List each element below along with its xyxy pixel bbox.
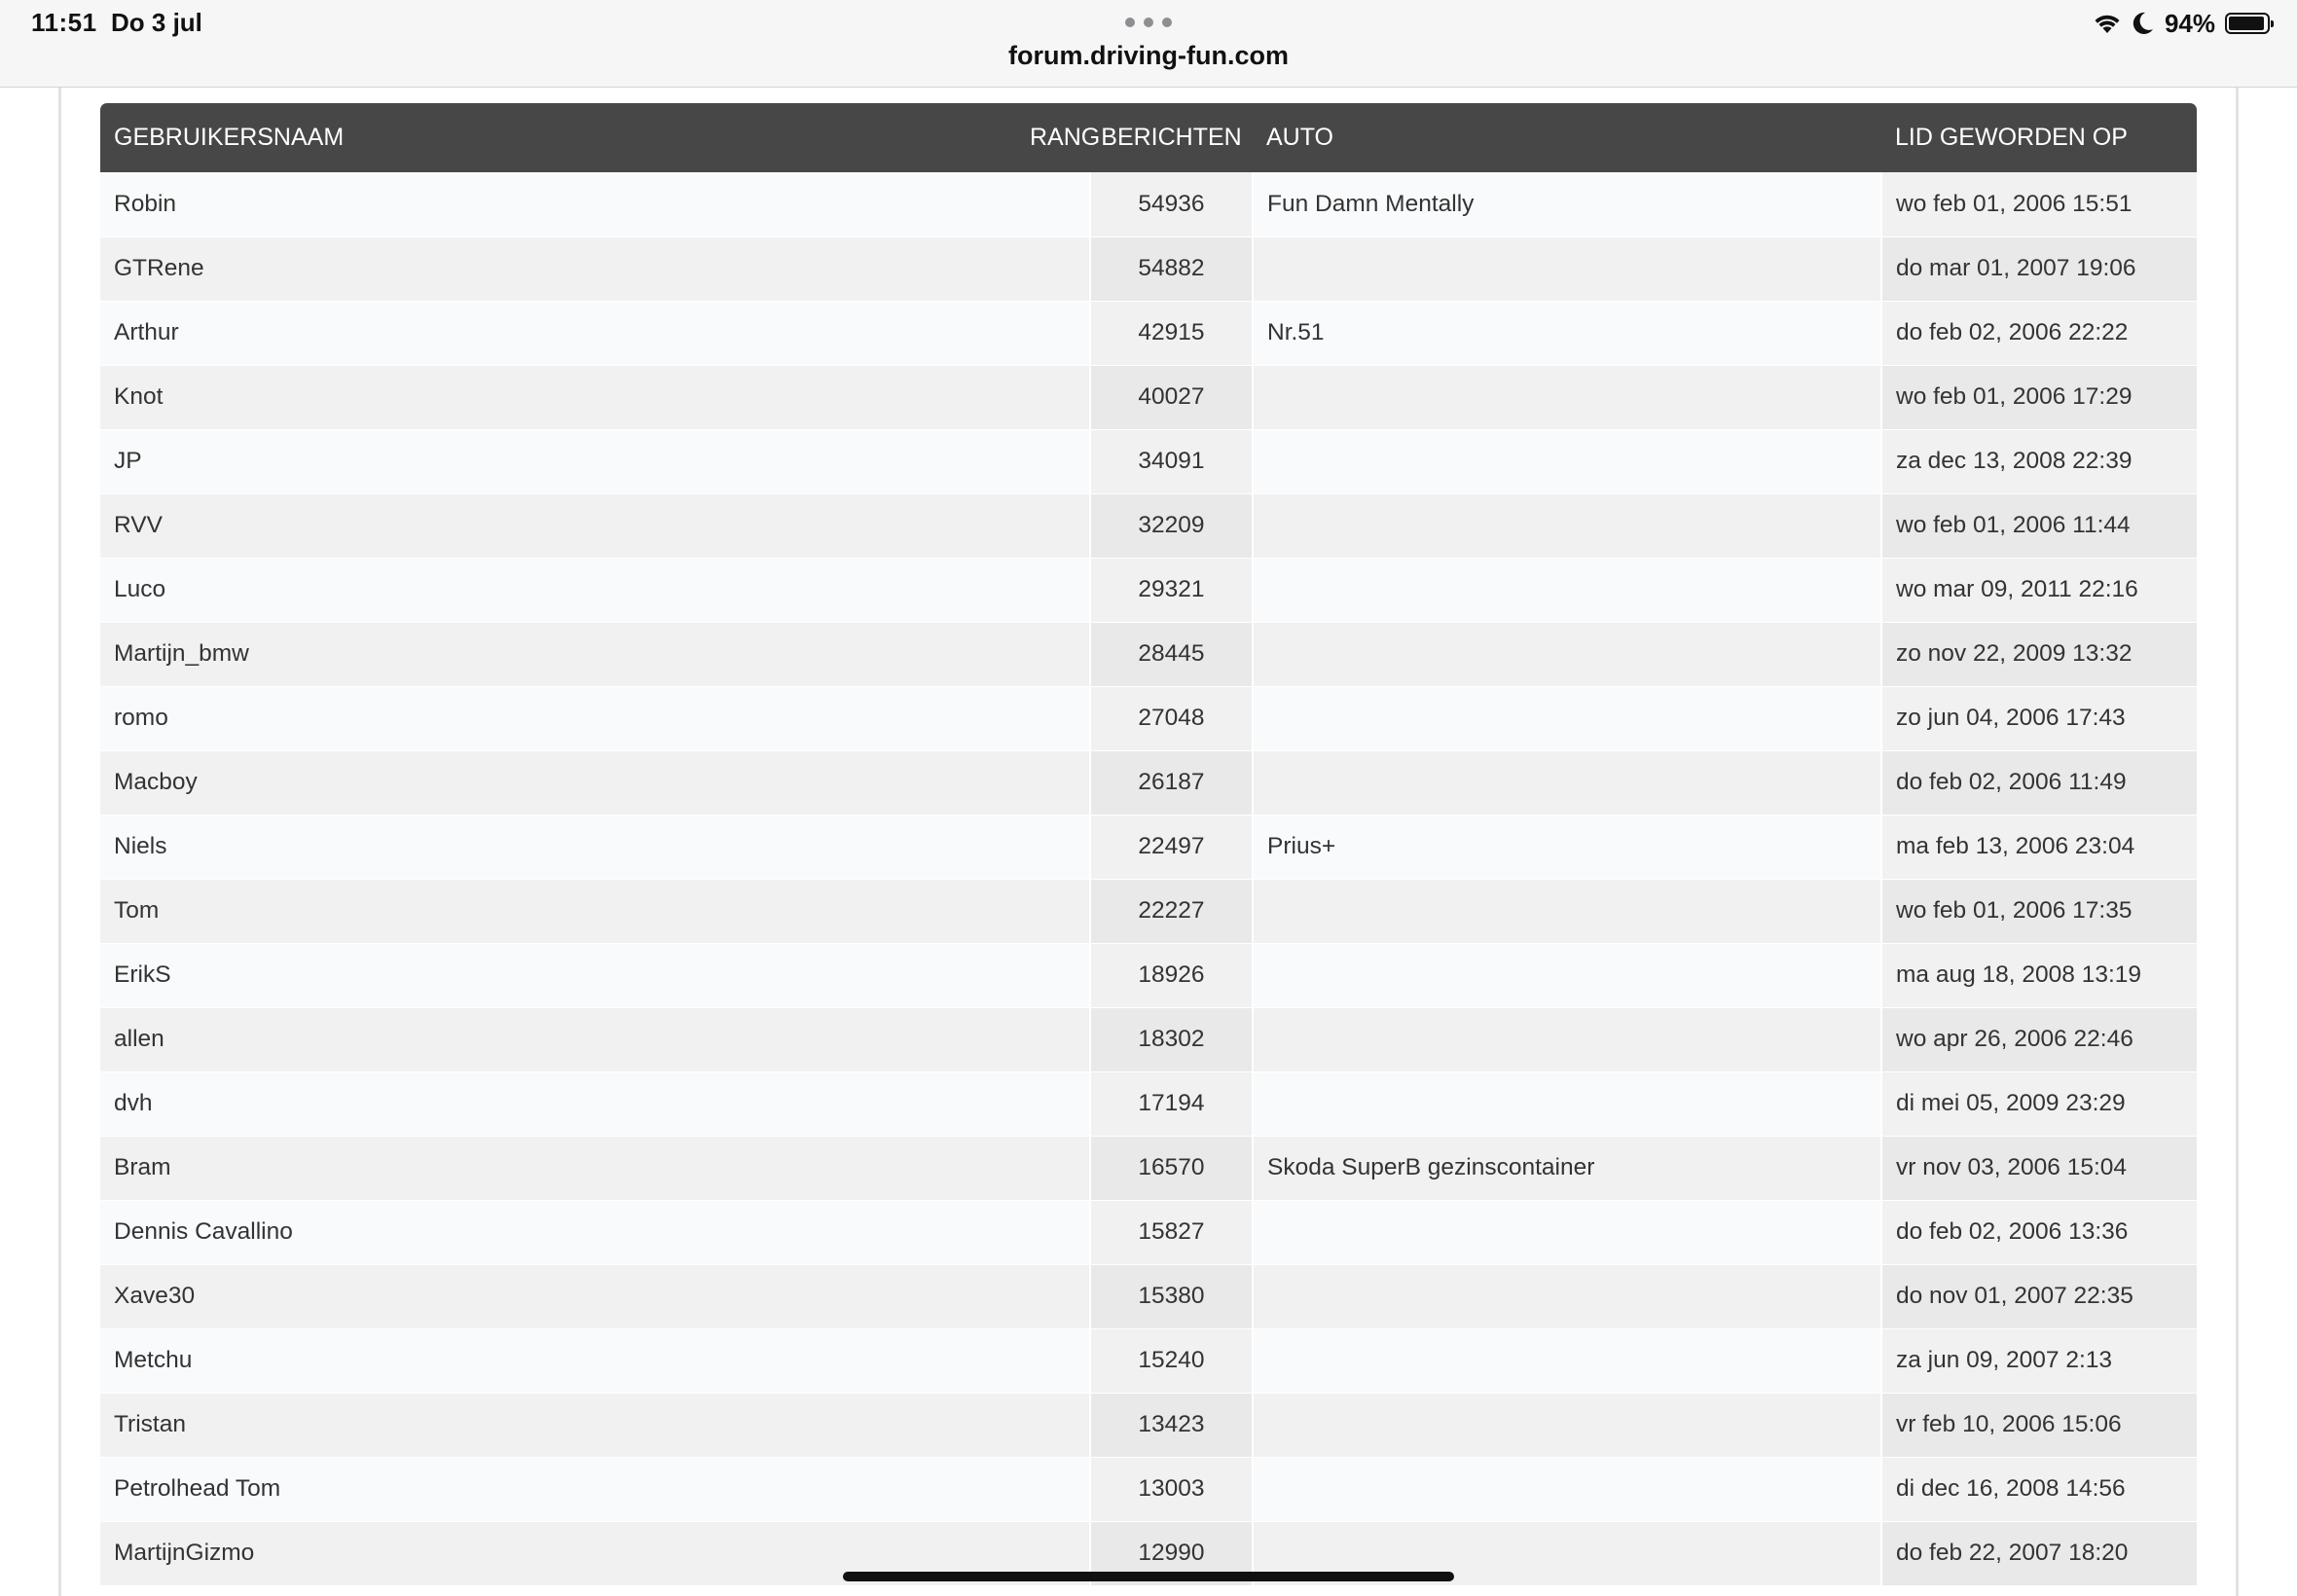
rank-cell [1016,750,1090,815]
column-header-posts[interactable]: BERICHTEN [1090,103,1253,172]
table-header-row [100,103,2197,172]
username-link[interactable]: Robin [100,172,1016,236]
content-frame-left [58,88,61,1596]
rank-cell [1016,365,1090,429]
joined-date: za dec 13, 2008 22:39 [1881,429,2197,493]
joined-date: do nov 01, 2007 22:35 [1881,1264,2197,1328]
posts-count: 15240 [1090,1328,1253,1393]
posts-count: 13423 [1090,1393,1253,1457]
username-link[interactable]: Tristan [100,1393,1016,1457]
username-link[interactable]: Arthur [100,301,1016,365]
table-row [100,686,2197,750]
car-cell [1253,879,1881,943]
joined-date: di dec 16, 2008 14:56 [1881,1457,2197,1521]
table-row [100,1457,2197,1521]
username-link[interactable]: ErikS [100,943,1016,1007]
car-cell [1253,1328,1881,1393]
posts-count: 32209 [1090,493,1253,558]
car-cell [1253,558,1881,622]
home-indicator[interactable] [843,1572,1454,1581]
joined-date: vr nov 03, 2006 15:04 [1881,1136,2197,1200]
joined-date: do feb 02, 2006 11:49 [1881,750,2197,815]
rank-cell [1016,686,1090,750]
car-cell: Fun Damn Mentally [1253,172,1881,236]
rank-cell [1016,1007,1090,1071]
rank-cell [1016,1136,1090,1200]
car-cell [1253,429,1881,493]
username-link[interactable]: Bram [100,1136,1016,1200]
table-row [100,1393,2197,1457]
column-header-car[interactable]: AUTO [1253,103,1881,172]
rank-cell [1016,879,1090,943]
posts-count: 54936 [1090,172,1253,236]
posts-count: 13003 [1090,1457,1253,1521]
car-cell [1253,750,1881,815]
posts-count: 17194 [1090,1071,1253,1136]
joined-date: wo apr 26, 2006 22:46 [1881,1007,2197,1071]
username-link[interactable]: Metchu [100,1328,1016,1393]
username-link[interactable]: GTRene [100,236,1016,301]
rank-cell [1016,236,1090,301]
member-table [100,103,2197,1586]
car-cell [1253,1007,1881,1071]
joined-date: ma feb 13, 2006 23:04 [1881,815,2197,879]
car-cell [1253,943,1881,1007]
username-link[interactable]: Dennis Cavallino [100,1200,1016,1264]
joined-date: do feb 02, 2006 13:36 [1881,1200,2197,1264]
rank-cell [1016,301,1090,365]
table-row [100,301,2197,365]
column-header-rank[interactable]: RANG [1016,103,1090,172]
table-row [100,1264,2197,1328]
column-header-username[interactable]: GEBRUIKERSNAAM [100,103,1016,172]
posts-count: 18302 [1090,1007,1253,1071]
table-row [100,815,2197,879]
username-link[interactable]: Macboy [100,750,1016,815]
browser-top-bar [0,0,2297,88]
joined-date: wo feb 01, 2006 17:29 [1881,365,2197,429]
rank-cell [1016,429,1090,493]
car-cell [1253,1071,1881,1136]
posts-count: 54882 [1090,236,1253,301]
joined-date: wo feb 01, 2006 11:44 [1881,493,2197,558]
rank-cell [1016,1071,1090,1136]
moon-icon [2132,11,2155,36]
posts-count: 15827 [1090,1200,1253,1264]
username-link[interactable]: Petrolhead Tom [100,1457,1016,1521]
username-link[interactable]: Tom [100,879,1016,943]
rank-cell [1016,172,1090,236]
column-header-joined[interactable]: LID GEWORDEN OP [1881,103,2197,172]
username-link[interactable]: RVV [100,493,1016,558]
joined-date: do mar 01, 2007 19:06 [1881,236,2197,301]
username-link[interactable]: JP [100,429,1016,493]
table-row [100,1200,2197,1264]
table-row [100,1136,2197,1200]
posts-count: 26187 [1090,750,1253,815]
rank-cell [1016,1457,1090,1521]
car-cell [1253,493,1881,558]
rank-cell [1016,1328,1090,1393]
rank-cell [1016,622,1090,686]
rank-cell [1016,1393,1090,1457]
username-link[interactable]: romo [100,686,1016,750]
joined-date: za jun 09, 2007 2:13 [1881,1328,2197,1393]
battery-percent: 94% [2164,8,2215,38]
status-time: 11:51 [31,8,97,37]
joined-date: do feb 22, 2007 18:20 [1881,1521,2197,1585]
wifi-icon [2093,12,2122,35]
joined-date: wo feb 01, 2006 15:51 [1881,172,2197,236]
content-frame-right [2236,88,2239,1596]
posts-count: 29321 [1090,558,1253,622]
car-cell: Prius+ [1253,815,1881,879]
username-link[interactable]: dvh [100,1071,1016,1136]
username-link[interactable]: Niels [100,815,1016,879]
rank-cell [1016,558,1090,622]
username-link[interactable]: Luco [100,558,1016,622]
table-row [100,750,2197,815]
posts-count: 34091 [1090,429,1253,493]
posts-count: 22227 [1090,879,1253,943]
rank-cell [1016,1200,1090,1264]
joined-date: zo nov 22, 2009 13:32 [1881,622,2197,686]
table-row [100,558,2197,622]
car-cell: Nr.51 [1253,301,1881,365]
table-row [100,429,2197,493]
joined-date: vr feb 10, 2006 15:06 [1881,1393,2197,1457]
car-cell [1253,1393,1881,1457]
username-link[interactable]: Martijn_bmw [100,622,1016,686]
joined-date: wo mar 09, 2011 22:16 [1881,558,2197,622]
joined-date: wo feb 01, 2006 17:35 [1881,879,2197,943]
table-row [100,943,2197,1007]
posts-count: 12990 [1090,1521,1253,1585]
posts-count: 15380 [1090,1264,1253,1328]
table-row [100,1071,2197,1136]
status-date: Do 3 jul [111,8,202,37]
posts-count: 27048 [1090,686,1253,750]
car-cell [1253,365,1881,429]
car-cell: Skoda SuperB gezinscontainer [1253,1136,1881,1200]
posts-count: 16570 [1090,1136,1253,1200]
car-cell [1253,1457,1881,1521]
table-row [100,172,2197,236]
posts-count: 22497 [1090,815,1253,879]
car-cell [1253,1264,1881,1328]
car-cell [1253,1200,1881,1264]
member-list [100,103,2197,1586]
username-link[interactable]: MartijnGizmo [100,1521,1016,1585]
car-cell [1253,236,1881,301]
table-row [100,493,2197,558]
posts-count: 28445 [1090,622,1253,686]
rank-cell [1016,493,1090,558]
more-dots-icon[interactable] [1125,18,1172,27]
member-rows [100,172,2197,1585]
joined-date: di mei 05, 2009 23:29 [1881,1071,2197,1136]
table-row [100,1328,2197,1393]
table-row [100,236,2197,301]
posts-count: 40027 [1090,365,1253,429]
username-link[interactable]: Knot [100,365,1016,429]
table-row [100,879,2197,943]
username-link[interactable]: allen [100,1007,1016,1071]
rank-cell [1016,815,1090,879]
joined-date: ma aug 18, 2008 13:19 [1881,943,2197,1007]
battery-icon [2225,13,2270,34]
username-link[interactable]: Xave30 [100,1264,1016,1328]
address-bar-url[interactable]: forum.driving-fun.com [1008,41,1289,70]
table-row [100,365,2197,429]
posts-count: 42915 [1090,301,1253,365]
joined-date: zo jun 04, 2006 17:43 [1881,686,2197,750]
battery-level-fill [2229,17,2264,30]
status-icons [2093,6,2270,41]
rank-cell [1016,943,1090,1007]
rank-cell [1016,1264,1090,1328]
table-row [100,622,2197,686]
posts-count: 18926 [1090,943,1253,1007]
table-row [100,1007,2197,1071]
car-cell [1253,686,1881,750]
car-cell [1253,622,1881,686]
joined-date: do feb 02, 2006 22:22 [1881,301,2197,365]
